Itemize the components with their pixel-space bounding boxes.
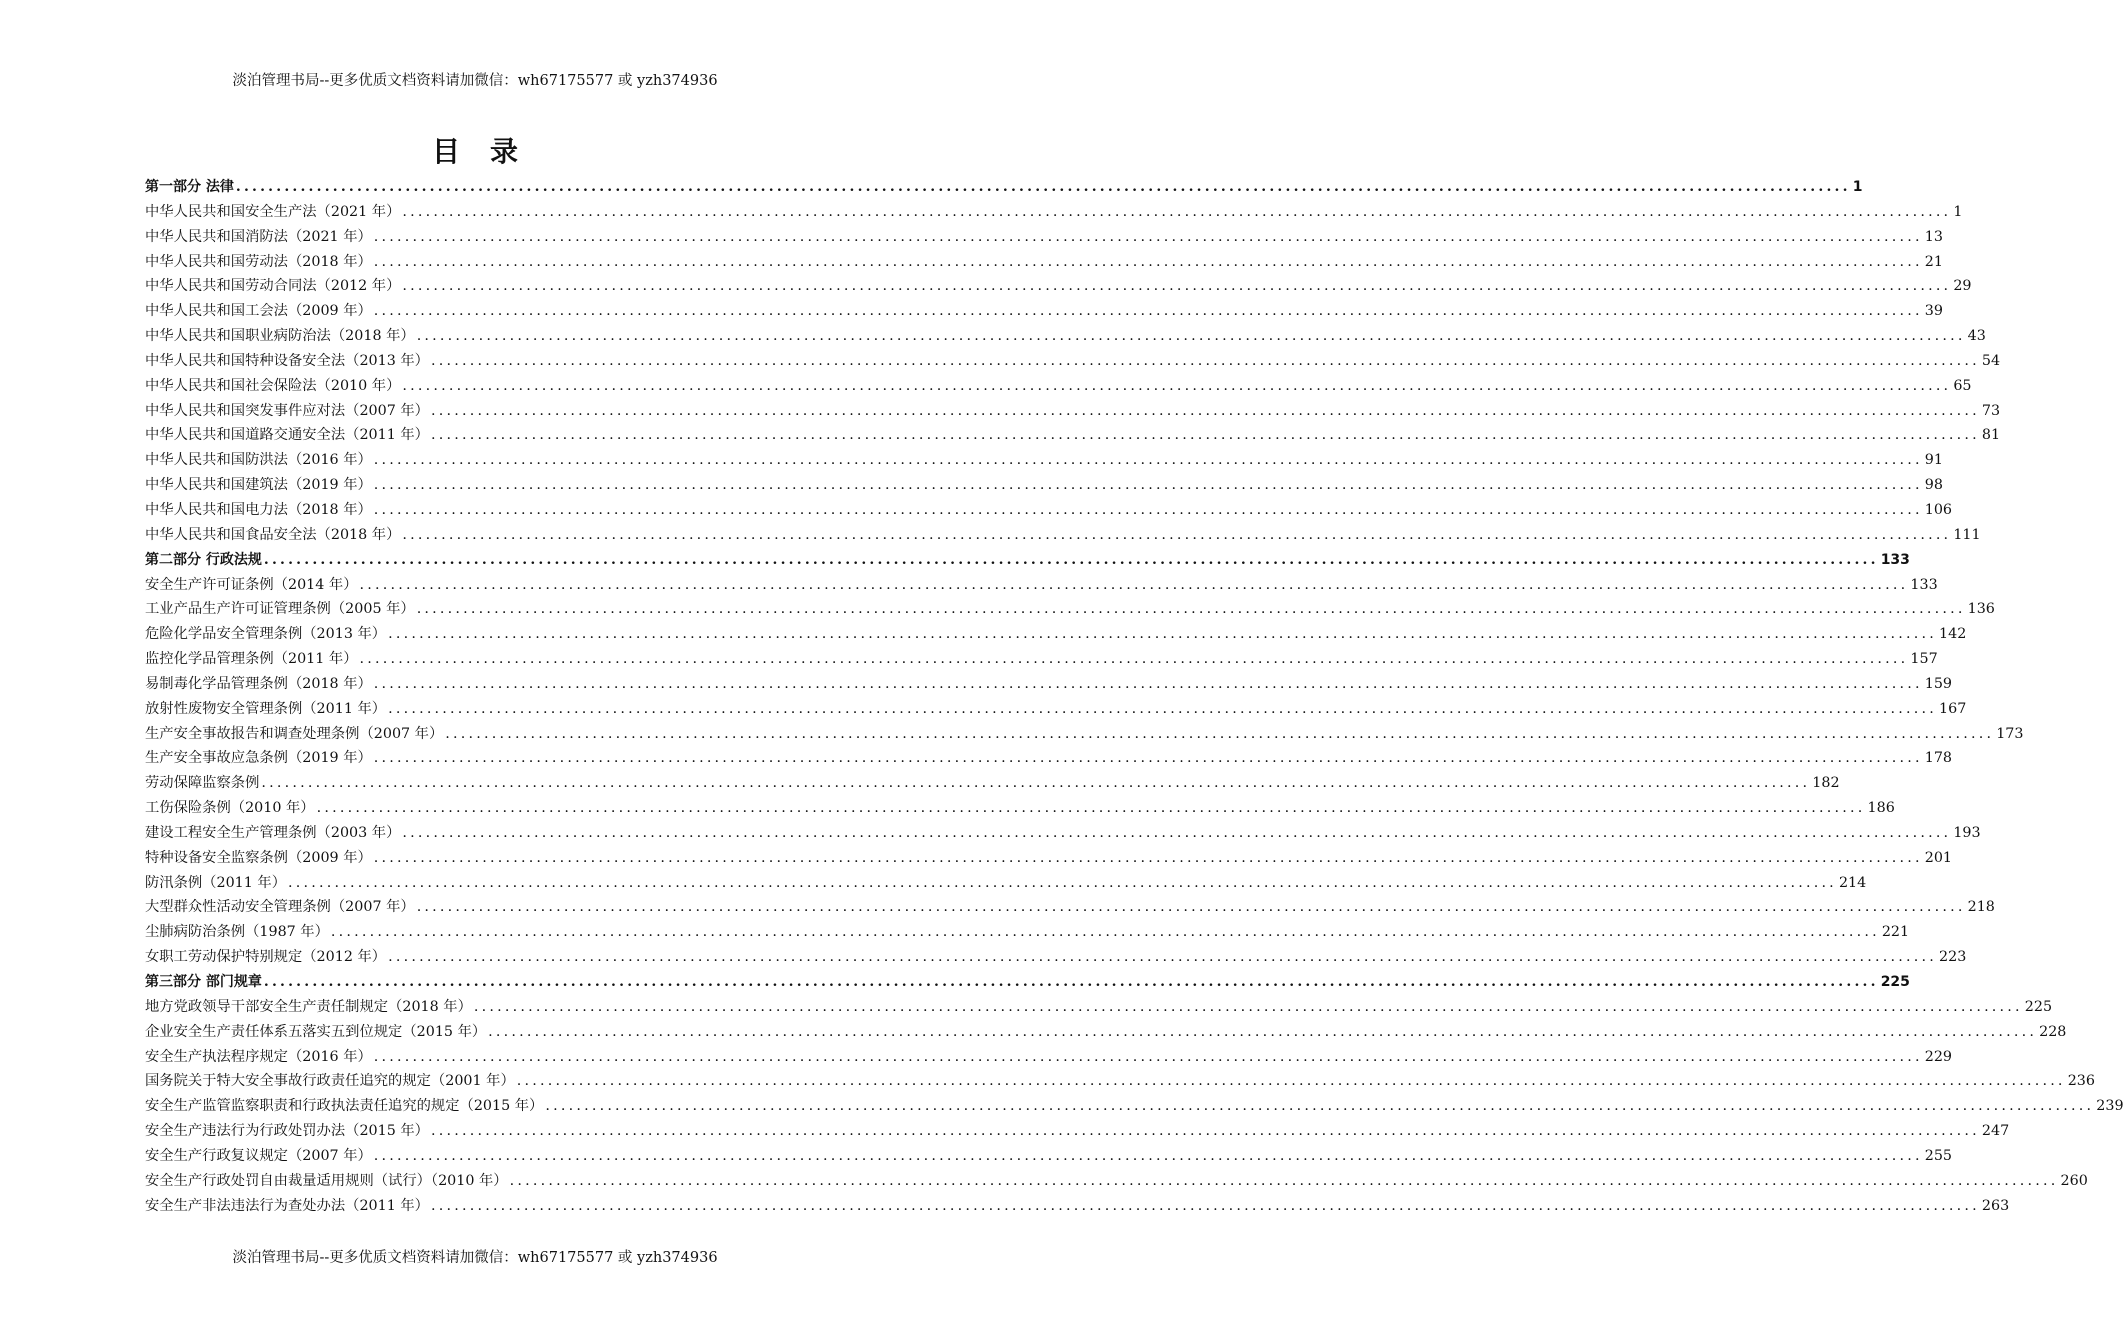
toc-entry-title: 建设工程安全生产管理条例（2003 年） bbox=[145, 824, 401, 841]
toc-section-entry[interactable] bbox=[145, 549, 1910, 574]
toc-entry-page: 73 bbox=[1981, 402, 2001, 419]
page-header: 淡泊管理书局--更多优质文档资料请加微信：wh67175577 或 yzh374936 bbox=[232, 73, 718, 89]
toc-entry-page: 21 bbox=[1924, 253, 1943, 270]
page-footer: 淡泊管理书局--更多优质文档资料请加微信：wh67175577 或 yzh374936 bbox=[232, 1250, 718, 1266]
toc-entry-title: 安全生产许可证条例（2014 年） bbox=[145, 576, 358, 593]
toc-leader-dots: ........................................................................................................................................................................................................ bbox=[359, 651, 1909, 668]
toc-leader-dots: ........................................................................................................................................................................................................ bbox=[388, 949, 1938, 966]
toc-entry-title: 监控化学品管理条例（2011 年） bbox=[145, 651, 358, 668]
toc-entry[interactable] bbox=[145, 598, 1995, 623]
toc-entry-page: 201 bbox=[1924, 849, 1953, 866]
toc-entry-page: 178 bbox=[1924, 750, 1953, 767]
toc-entry-title: 工伤保险条例（2010 年） bbox=[145, 800, 315, 817]
toc-entry-page: 91 bbox=[1924, 452, 1943, 469]
toc-entry-page: 228 bbox=[2039, 1023, 2067, 1040]
toc-entry-title: 第二部分 行政法规 bbox=[145, 551, 262, 568]
toc-entry[interactable] bbox=[145, 226, 1943, 251]
toc-leader-dots: ........................................................................................................................................................................................................ bbox=[373, 849, 1923, 866]
toc-entry[interactable] bbox=[145, 1170, 2088, 1195]
toc-entry-page: 54 bbox=[1981, 352, 2001, 369]
toc-entry-title: 特种设备安全监察条例（2009 年） bbox=[145, 849, 372, 866]
toc-leader-dots: ........................................................................................................................................................................................................ bbox=[402, 526, 1952, 543]
toc-entry-page: 247 bbox=[1981, 1123, 2010, 1140]
toc-leader-dots: ........................................................................................................................................................................................................ bbox=[316, 800, 1866, 817]
toc-section-entry[interactable] bbox=[145, 176, 1863, 201]
toc-entry-page: 111 bbox=[1953, 526, 1981, 543]
toc-entry[interactable] bbox=[145, 375, 1972, 400]
toc-leader-dots: ........................................................................................................................................................................................................ bbox=[430, 352, 1980, 369]
toc-entry-page: 193 bbox=[1953, 824, 1981, 841]
toc-entry[interactable] bbox=[145, 424, 2001, 449]
toc-entry-page: 142 bbox=[1939, 626, 1967, 643]
toc-leader-dots: ........................................................................................................................................................................................................ bbox=[373, 228, 1923, 245]
toc-leader-dots: ........................................................................................................................................................................................................ bbox=[288, 874, 1837, 891]
toc-entry-title: 大型群众性活动安全管理条例（2007 年） bbox=[145, 899, 415, 916]
toc-entry-page: 157 bbox=[1910, 651, 1938, 668]
toc-entry-page: 260 bbox=[2060, 1172, 2088, 1189]
toc-entry-page: 239 bbox=[2096, 1098, 2124, 1115]
toc-entry-page: 182 bbox=[1812, 775, 1840, 792]
toc-leader-dots: ........................................................................................................................................................................................................ bbox=[373, 253, 1923, 270]
toc-entry[interactable] bbox=[145, 797, 1895, 822]
toc-entry-page: 218 bbox=[1967, 899, 1995, 916]
toc-leader-dots: ........................................................................................................................................................................................................ bbox=[388, 700, 1938, 717]
toc-entry-title: 生产安全事故报告和调查处理条例（2007 年） bbox=[145, 725, 444, 742]
toc-leader-dots: ........................................................................................................................................................................................................ bbox=[373, 1147, 1923, 1164]
toc-leader-dots: ........................................................................................................................................................................................................ bbox=[402, 824, 1952, 841]
toc-entry[interactable] bbox=[145, 474, 1943, 499]
toc-leader-dots: ........................................................................................................................................................................................................ bbox=[545, 1098, 2095, 1115]
toc-entry[interactable] bbox=[145, 772, 1840, 797]
toc-entry-title: 易制毒化学品管理条例（2018 年） bbox=[145, 675, 372, 692]
toc-leader-dots: ........................................................................................................................................................................................................ bbox=[416, 601, 1966, 618]
toc-leader-dots: ........................................................................................................................................................................................................ bbox=[388, 626, 1938, 643]
toc-leader-dots: ........................................................................................................................................................................................................ bbox=[430, 1123, 1980, 1140]
toc-entry-title: 安全生产行政复议规定（2007 年） bbox=[145, 1147, 372, 1164]
toc-entry-page: 255 bbox=[1924, 1147, 1953, 1164]
toc-entry-title: 安全生产非法违法行为查处办法（2011 年） bbox=[145, 1197, 429, 1214]
toc-entry-title: 国务院关于特大安全事故行政责任追究的规定（2001 年） bbox=[145, 1073, 515, 1090]
toc-entry-title: 第一部分 法律 bbox=[145, 179, 234, 195]
toc-entry-title: 中华人民共和国劳动合同法（2012 年） bbox=[145, 278, 401, 295]
toc-entry[interactable] bbox=[145, 1145, 1953, 1170]
toc-entry-title: 安全生产违法行为行政处罚办法（2015 年） bbox=[145, 1123, 429, 1140]
toc-leader-dots: ........................................................................................................................................................................................................ bbox=[261, 775, 1811, 792]
toc-leader-dots: ........................................................................................................................................................................................................ bbox=[263, 974, 1879, 990]
toc-leader-dots: ........................................................................................................................................................................................................ bbox=[430, 427, 1980, 444]
toc-entry-page: 221 bbox=[1881, 924, 1910, 941]
toc-leader-dots: ........................................................................................................................................................................................................ bbox=[373, 501, 1923, 518]
toc-entry[interactable] bbox=[145, 698, 1967, 723]
toc-leader-dots: ........................................................................................................................................................................................................ bbox=[416, 899, 1966, 916]
toc-entry[interactable] bbox=[145, 400, 2001, 425]
toc-entry[interactable] bbox=[145, 499, 1953, 524]
toc-entry-title: 放射性废物安全管理条例（2011 年） bbox=[145, 700, 387, 717]
toc-entry[interactable] bbox=[145, 275, 1972, 300]
toc-entry-page: 39 bbox=[1924, 303, 1943, 320]
toc-entry[interactable] bbox=[145, 325, 1986, 350]
toc-leader-dots: ........................................................................................................................................................................................................ bbox=[373, 452, 1923, 469]
toc-entry-page: 1 bbox=[1852, 179, 1863, 195]
toc-leader-dots: ........................................................................................................................................................................................................ bbox=[359, 576, 1909, 593]
toc-entry[interactable] bbox=[145, 896, 1995, 921]
toc-entry-title: 安全生产执法程序规定（2016 年） bbox=[145, 1048, 372, 1065]
toc-entry[interactable] bbox=[145, 872, 1867, 897]
toc-leader-dots: ........................................................................................................................................................................................................ bbox=[416, 328, 1966, 345]
toc-entry-page: 136 bbox=[1967, 601, 1995, 618]
toc-entry[interactable] bbox=[145, 1095, 2124, 1120]
toc-entry-title: 中华人民共和国特种设备安全法（2013 年） bbox=[145, 352, 429, 369]
toc-entry-title: 地方党政领导干部安全生产责任制规定（2018 年） bbox=[145, 998, 472, 1015]
toc-entry-page: 65 bbox=[1953, 377, 1972, 394]
toc-leader-dots: ........................................................................................................................................................................................................ bbox=[373, 675, 1923, 692]
toc-entry[interactable] bbox=[145, 822, 1981, 847]
toc-entry[interactable] bbox=[145, 201, 1963, 226]
toc-entry-page: 186 bbox=[1867, 800, 1895, 817]
toc-leader-dots: ........................................................................................................................................................................................................ bbox=[402, 203, 1952, 220]
toc-entry-page: 167 bbox=[1939, 700, 1967, 717]
toc-entry-page: 1 bbox=[1953, 203, 1963, 220]
toc-leader-dots: ........................................................................................................................................................................................................ bbox=[516, 1073, 2066, 1090]
toc-entry-title: 中华人民共和国食品安全法（2018 年） bbox=[145, 526, 401, 543]
toc-entry-title: 中华人民共和国社会保险法（2010 年） bbox=[145, 377, 401, 394]
toc-leader-dots: ........................................................................................................................................................................................................ bbox=[445, 725, 1995, 742]
toc-leader-dots: ........................................................................................................................................................................................................ bbox=[509, 1172, 2059, 1189]
toc-entry-title: 危险化学品安全管理条例（2013 年） bbox=[145, 626, 387, 643]
toc-entry-page: 225 bbox=[1880, 974, 1910, 990]
toc-entry[interactable] bbox=[145, 251, 1943, 276]
toc-entry[interactable] bbox=[145, 723, 2024, 748]
toc-entry-title: 中华人民共和国建筑法（2019 年） bbox=[145, 477, 372, 494]
toc-entry-title: 中华人民共和国突发事件应对法（2007 年） bbox=[145, 402, 429, 419]
toc-entry-title: 安全生产监管监察职责和行政执法责任追究的规定（2015 年） bbox=[145, 1098, 544, 1115]
toc-leader-dots: ........................................................................................................................................................................................................ bbox=[373, 750, 1923, 767]
toc-entry-title: 中华人民共和国道路交通安全法（2011 年） bbox=[145, 427, 429, 444]
toc-entry[interactable] bbox=[145, 1021, 2067, 1046]
toc-leader-dots: ........................................................................................................................................................................................................ bbox=[473, 998, 2023, 1015]
toc-entry-title: 中华人民共和国职业病防治法（2018 年） bbox=[145, 328, 415, 345]
toc-leader-dots: ........................................................................................................................................................................................................ bbox=[235, 179, 1851, 195]
toc-entry-title: 中华人民共和国防洪法（2016 年） bbox=[145, 452, 372, 469]
toc-entry[interactable] bbox=[145, 623, 1967, 648]
table-of-contents bbox=[145, 176, 2124, 1219]
toc-leader-dots: ........................................................................................................................................................................................................ bbox=[263, 551, 1879, 568]
toc-entry[interactable] bbox=[145, 1070, 2095, 1095]
toc-leader-dots: ........................................................................................................................................................................................................ bbox=[430, 402, 1980, 419]
toc-entry[interactable] bbox=[145, 673, 1953, 698]
toc-entry-page: 29 bbox=[1953, 278, 1972, 295]
toc-entry[interactable] bbox=[145, 449, 1943, 474]
toc-entry-title: 中华人民共和国劳动法（2018 年） bbox=[145, 253, 372, 270]
toc-entry[interactable] bbox=[145, 847, 1953, 872]
toc-leader-dots: ........................................................................................................................................................................................................ bbox=[402, 278, 1952, 295]
toc-entry[interactable] bbox=[145, 1120, 2010, 1145]
toc-entry-title: 工业产品生产许可证管理条例（2005 年） bbox=[145, 601, 415, 618]
toc-leader-dots: ........................................................................................................................................................................................................ bbox=[330, 924, 1880, 941]
toc-entry-title: 生产安全事故应急条例（2019 年） bbox=[145, 750, 372, 767]
toc-entry-page: 81 bbox=[1981, 427, 2001, 444]
toc-entry-page: 223 bbox=[1939, 949, 1967, 966]
toc-entry[interactable] bbox=[145, 574, 1938, 599]
toc-leader-dots: ........................................................................................................................................................................................................ bbox=[488, 1023, 2038, 1040]
toc-entry-title: 中华人民共和国电力法（2018 年） bbox=[145, 501, 372, 518]
toc-entry[interactable] bbox=[145, 648, 1938, 673]
toc-entry[interactable] bbox=[145, 300, 1943, 325]
toc-entry-title: 企业安全生产责任体系五落实五到位规定（2015 年） bbox=[145, 1023, 487, 1040]
toc-entry[interactable] bbox=[145, 1046, 1953, 1071]
toc-entry-page: 98 bbox=[1924, 477, 1943, 494]
toc-entry-title: 防汛条例（2011 年） bbox=[145, 874, 287, 891]
toc-entry-title: 尘肺病防治条例（1987 年） bbox=[145, 924, 329, 941]
toc-leader-dots: ........................................................................................................................................................................................................ bbox=[373, 477, 1923, 494]
page-title: 目录 bbox=[431, 135, 548, 168]
toc-entry-page: 236 bbox=[2067, 1073, 2095, 1090]
toc-entry-title: 中华人民共和国消防法（2021 年） bbox=[145, 228, 372, 245]
toc-entry-page: 159 bbox=[1924, 675, 1953, 692]
toc-entry[interactable] bbox=[145, 946, 1967, 971]
toc-entry-page: 229 bbox=[1924, 1048, 1953, 1065]
toc-leader-dots: ........................................................................................................................................................................................................ bbox=[373, 303, 1923, 320]
toc-entry[interactable] bbox=[145, 921, 1910, 946]
toc-entry[interactable] bbox=[145, 747, 1953, 772]
toc-leader-dots: ........................................................................................................................................................................................................ bbox=[402, 377, 1952, 394]
toc-entry-title: 安全生产行政处罚自由裁量适用规则（试行）（2010 年） bbox=[145, 1172, 508, 1189]
toc-leader-dots: ........................................................................................................................................................................................................ bbox=[373, 1048, 1923, 1065]
toc-entry[interactable] bbox=[145, 996, 2053, 1021]
toc-entry-title: 中华人民共和国安全生产法（2021 年） bbox=[145, 203, 401, 220]
toc-entry-title: 中华人民共和国工会法（2009 年） bbox=[145, 303, 372, 320]
toc-entry[interactable] bbox=[145, 1195, 2010, 1220]
toc-entry-title: 劳动保障监察条例 bbox=[145, 775, 260, 792]
toc-entry-page: 263 bbox=[1981, 1197, 2010, 1214]
toc-section-entry[interactable] bbox=[145, 971, 1910, 996]
toc-entry-page: 106 bbox=[1924, 501, 1953, 518]
toc-entry-title: 第三部分 部门规章 bbox=[145, 974, 262, 990]
toc-entry-title: 女职工劳动保护特别规定（2012 年） bbox=[145, 949, 387, 966]
toc-entry-page: 133 bbox=[1880, 551, 1910, 568]
toc-entry-page: 133 bbox=[1910, 576, 1938, 593]
toc-entry-page: 173 bbox=[1996, 725, 2024, 742]
toc-entry[interactable] bbox=[145, 524, 1981, 549]
toc-entry-page: 225 bbox=[2024, 998, 2053, 1015]
toc-entry[interactable] bbox=[145, 350, 2001, 375]
toc-entry-page: 214 bbox=[1838, 874, 1867, 891]
toc-entry-page: 13 bbox=[1924, 228, 1943, 245]
toc-leader-dots: ........................................................................................................................................................................................................ bbox=[430, 1197, 1980, 1214]
toc-entry-page: 43 bbox=[1967, 328, 1986, 345]
